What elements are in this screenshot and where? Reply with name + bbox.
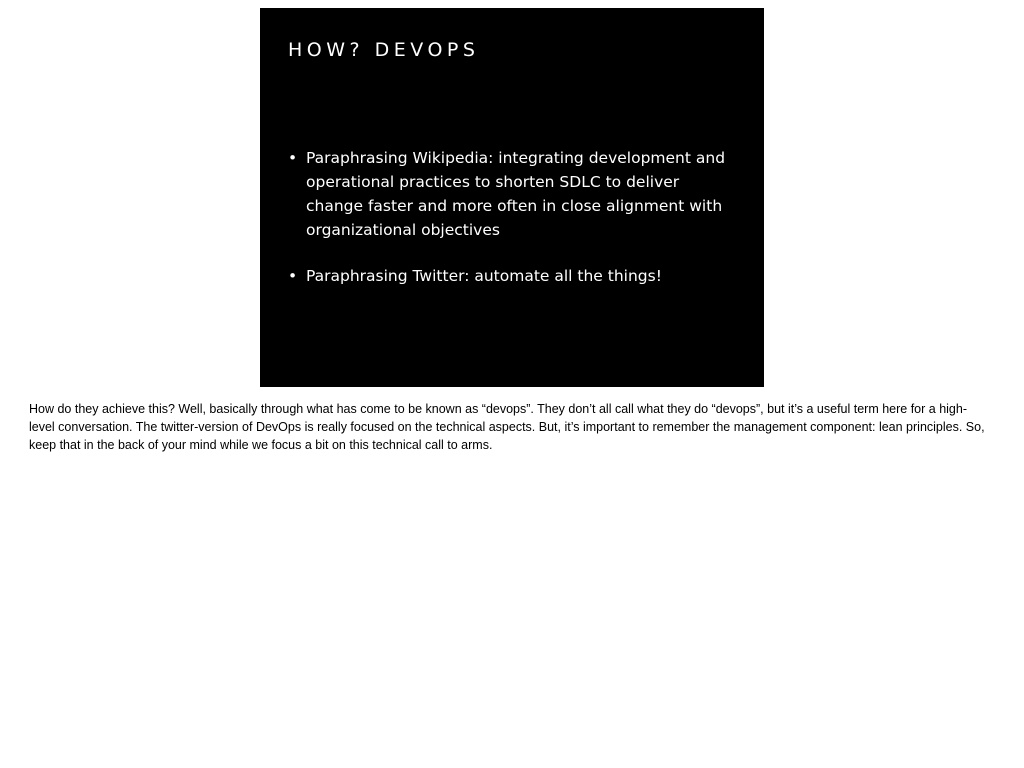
bullet-item: [288, 264, 738, 288]
speaker-notes: How do they achieve this? Well, basically through what has come to be known as “devops”. They don’t all call what they do “devops”, but it’s a useful term here for a high-level conversation. The twitter-version of DevOps is really focused on the technical aspects. But, it’s important to remember the management component: lean principles. So, keep that in the back of your mind while we focus a bit on this technical call to arms.: [29, 402, 985, 452]
bullet-marker: •: [288, 149, 298, 167]
bullet-marker: •: [288, 267, 298, 285]
bullet-text: Paraphrasing Wikipedia: integrating development and operational practices to shorten SDLC to deliver change faster and more often in close alignment with organizational objectives: [306, 149, 726, 239]
bullet-list: [288, 146, 738, 310]
slide-title: HOW? DEVOPS: [288, 39, 480, 61]
bullet-text: Paraphrasing Twitter: automate all the things!: [306, 267, 662, 285]
bullet-item: [288, 146, 738, 242]
slide: [260, 8, 764, 387]
